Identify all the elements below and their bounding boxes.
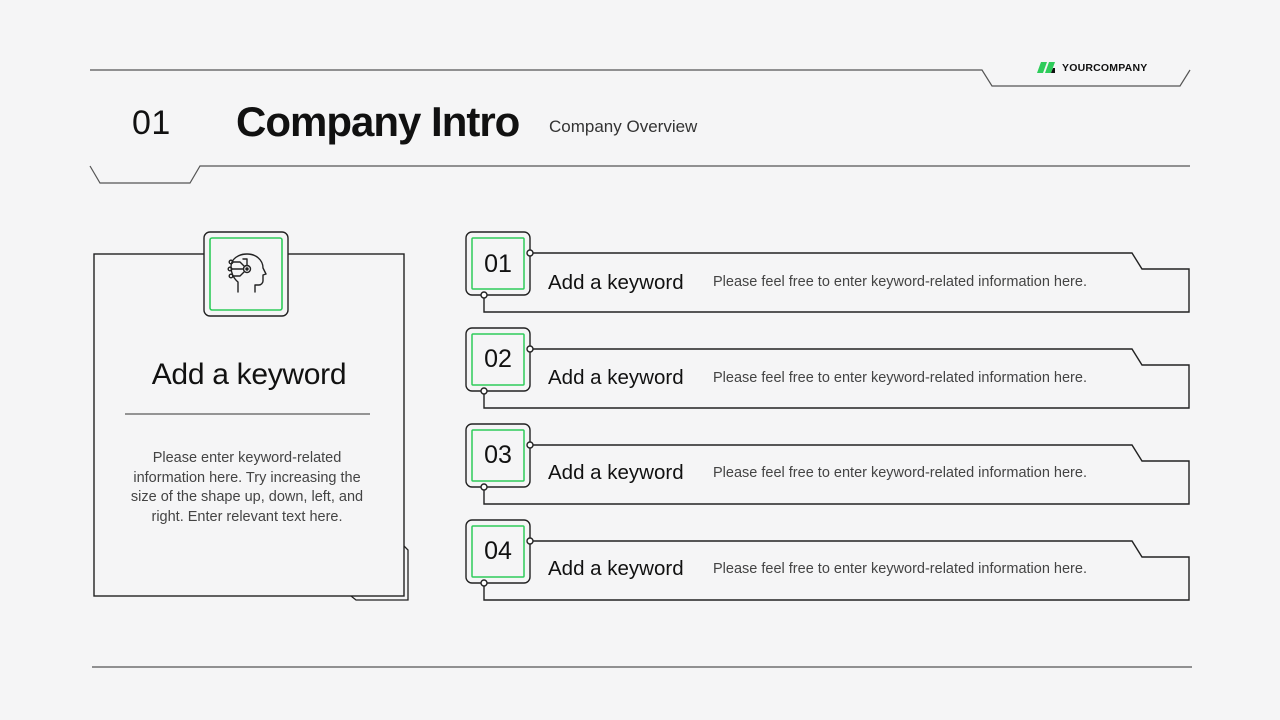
page-subtitle: Company Overview [549,117,698,136]
list-item-description: Please feel free to enter keyword-related information here. [713,561,1087,577]
list-item-number: 02 [484,345,512,373]
header-bottom-line [90,166,1190,183]
list-item-title: Add a keyword [548,461,684,484]
list-item-number: 01 [484,250,512,278]
icon-box-inner [210,238,282,310]
list-item-title: Add a keyword [548,366,684,389]
list-item-title: Add a keyword [548,557,684,580]
list-item-title: Add a keyword [548,271,684,294]
list-item-number: 03 [484,441,512,469]
company-name: YOURCOMPANY [1062,61,1148,74]
list-item-description: Please feel free to enter keyword-related information here. [713,370,1087,386]
page-title: Company Intro [236,98,520,145]
feature-card-body: Please enter keyword-related information here. Try increasing the size of the shape up, down, left, and right. Enter relevant text here. [130,450,364,525]
list-item-description: Please feel free to enter keyword-related information here. [713,274,1087,290]
company-logo [1036,61,1147,74]
list-item-description: Please feel free to enter keyword-related information here. [713,465,1087,481]
list-item-number: 04 [484,537,512,565]
header-top-line [90,70,1190,86]
feature-card-title: Add a keyword [151,358,347,391]
logo-mark-icon [1036,61,1056,74]
section-number: 01 [132,104,171,142]
